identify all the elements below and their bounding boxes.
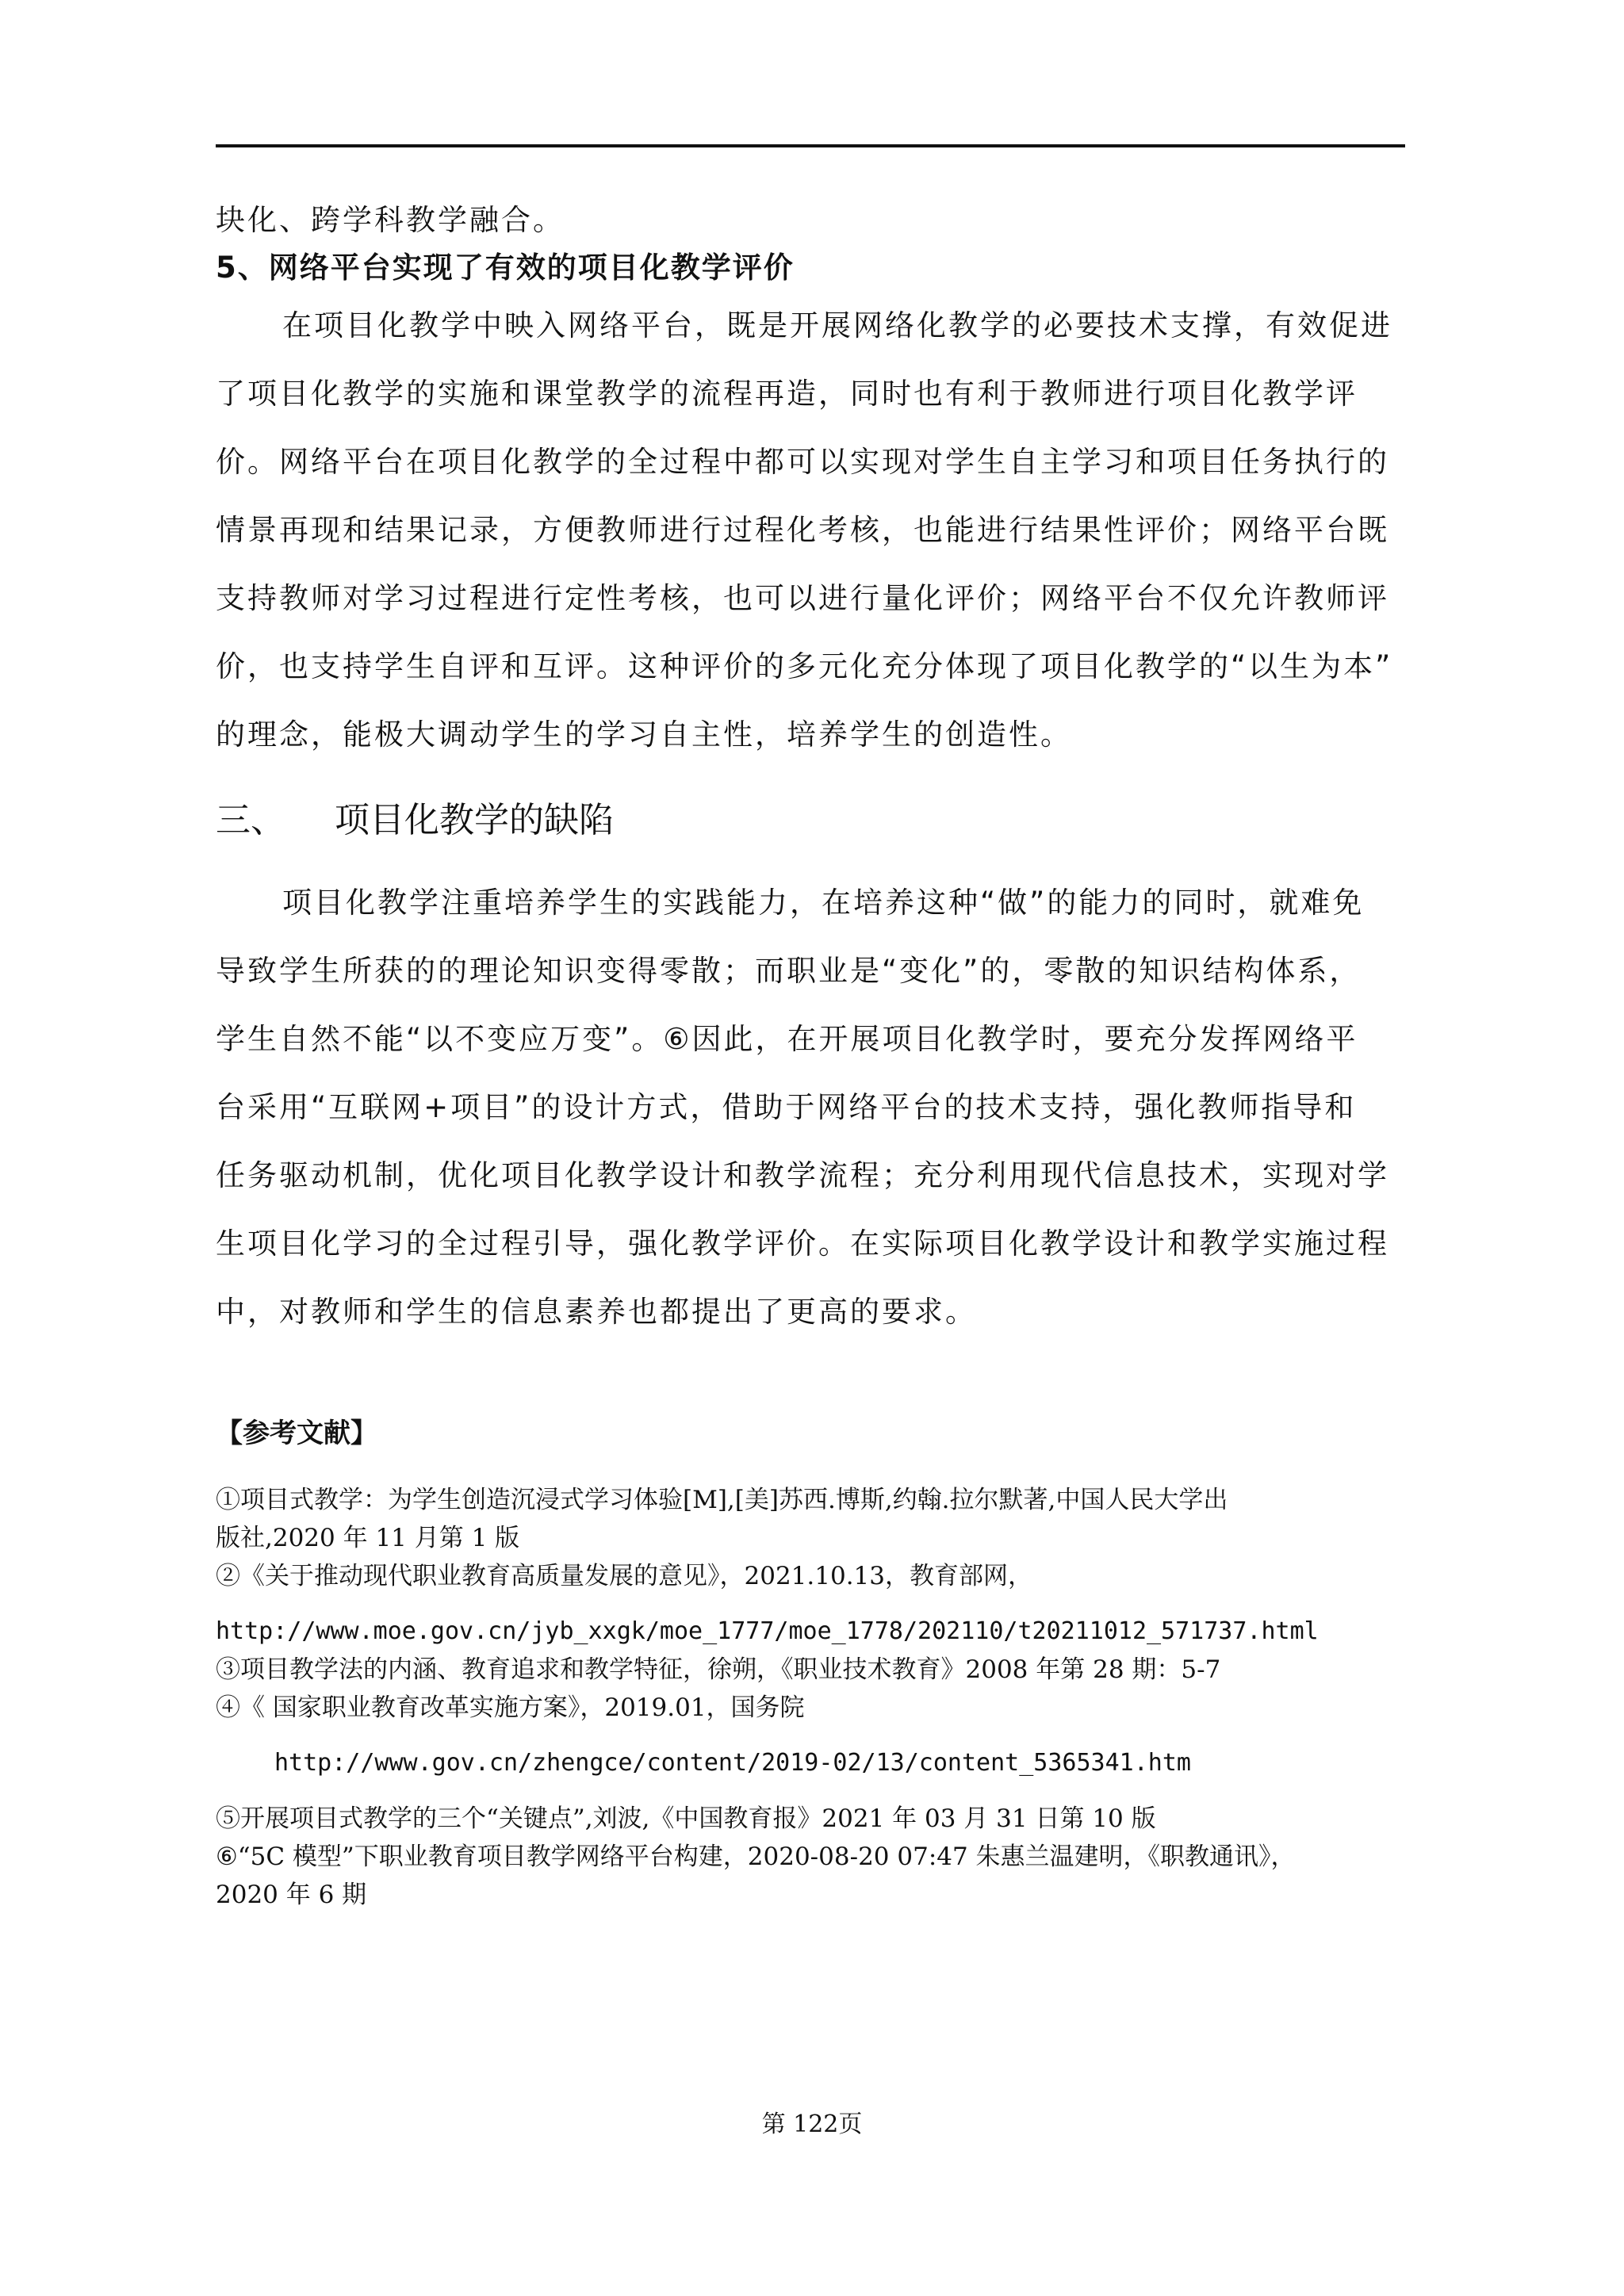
paragraph-line: 导致学生所获的的理论知识变得零散；而职业是“变化”的，零散的知识结构体系， (216, 954, 1362, 988)
paragraph-line: 了项目化教学的实施和课堂教学的流程再造，同时也有利于教师进行项目化教学评 (216, 377, 1358, 411)
paragraph-line: 价。网络平台在项目化教学的全过程中都可以实现对学生自主学习和项目任务执行的 (216, 445, 1389, 479)
reference-5: ⑤开展项目式教学的三个“关键点”,刘波,《中国教育报》2021 年 03 月 31 日第 10 版 (216, 1804, 1156, 1833)
reference-6-line-2: 2020 年 6 期 (216, 1881, 367, 1909)
paragraph-line: 在项目化教学中映入网络平台，既是开展网络化教学的必要技术支撑，有效促进 (282, 308, 1392, 342)
reference-4-url[interactable]: http://www.gov.cn/zhengce/content/2019-02/13/content_5365341.htm (274, 1749, 1191, 1777)
paragraph-line: 的理念，能极大调动学生的学习自主性，培养学生的创造性。 (216, 718, 1072, 752)
reference-1-line-2: 版社,2020 年 11 月第 1 版 (216, 1524, 520, 1552)
paragraph-line: 项目化教学注重培养学生的实践能力，在培养这种“做”的能力的同时，就难免 (282, 886, 1365, 920)
references-section (216, 1410, 1405, 1914)
paragraph-line: 中，对教师和学生的信息素养也都提出了更高的要求。 (216, 1295, 977, 1329)
continuation-text: 块化、跨学科教学融合。 (216, 203, 565, 237)
reference-2-line-1: ②《关于推动现代职业教育高质量发展的意见》，2021.10.13，教育部网， (216, 1562, 1032, 1590)
reference-2-url[interactable]: http://www.moe.gov.cn/jyb_xxgk/moe_1777/moe_1778/202110/t20211012_571737.html (216, 1617, 1319, 1645)
header-rule (216, 144, 1405, 147)
paragraph-line: 学生自然不能“以不变应万变”。⑥因此，在开展项目化教学时，要充分发挥网络平 (216, 1022, 1358, 1056)
reference-1-line-1: ①项目式教学：为学生创造沉浸式学习体验[M],[美]苏西.博斯,约翰.拉尔默著,中国人民大学出 (216, 1486, 1228, 1514)
paragraph-line: 支持教师对学习过程进行定性考核，也可以进行量化评价；网络平台不仅允许教师评 (216, 581, 1389, 615)
references-title: 【参考文献】 (216, 1418, 377, 1449)
subsection-5-paragraph (216, 292, 1405, 769)
reference-3: ③项目教学法的内涵、教育追求和教学特征，徐朔，《职业技术教育》2008 年第 28 期：5-7 (216, 1655, 1221, 1684)
section-title: 项目化教学的缺陷 (335, 800, 614, 840)
section-number: 三、 (216, 800, 285, 840)
subsection-5-heading: 5、网络平台实现了有效的项目化教学评价 (216, 251, 795, 285)
reference-6-line-1: ⑥“5C 模型”下职业教育项目教学网络平台构建，2020-08-20 07:47 朱惠兰温建明，《职教通讯》， (216, 1843, 1296, 1871)
paragraph-line: 台采用“互联网+项目”的设计方式，借助于网络平台的技术支持，强化教师指导和 (216, 1090, 1357, 1124)
reference-4-line-1: ④《 国家职业教育改革实施方案》，2019.01，国务院 (216, 1693, 805, 1722)
paragraph-line: 价，也支持学生自评和互评。这种评价的多元化充分体现了项目化教学的“以生为本” (216, 649, 1393, 683)
paragraph-line: 生项目化学习的全过程引导，强化教学评价。在实际项目化教学设计和教学实施过程 (216, 1226, 1389, 1261)
page-content (216, 197, 1405, 1914)
paragraph-line: 任务驱动机制，优化项目化教学设计和教学流程；充分利用现代信息技术，实现对学 (216, 1158, 1389, 1192)
page-number: 第 122页 (761, 2110, 863, 2138)
paragraph-line: 情景再现和结果记录，方便教师进行过程化考核，也能进行结果性评价；网络平台既 (216, 513, 1389, 547)
section-3-heading (216, 785, 1405, 856)
section-3-paragraph (216, 869, 1405, 1346)
